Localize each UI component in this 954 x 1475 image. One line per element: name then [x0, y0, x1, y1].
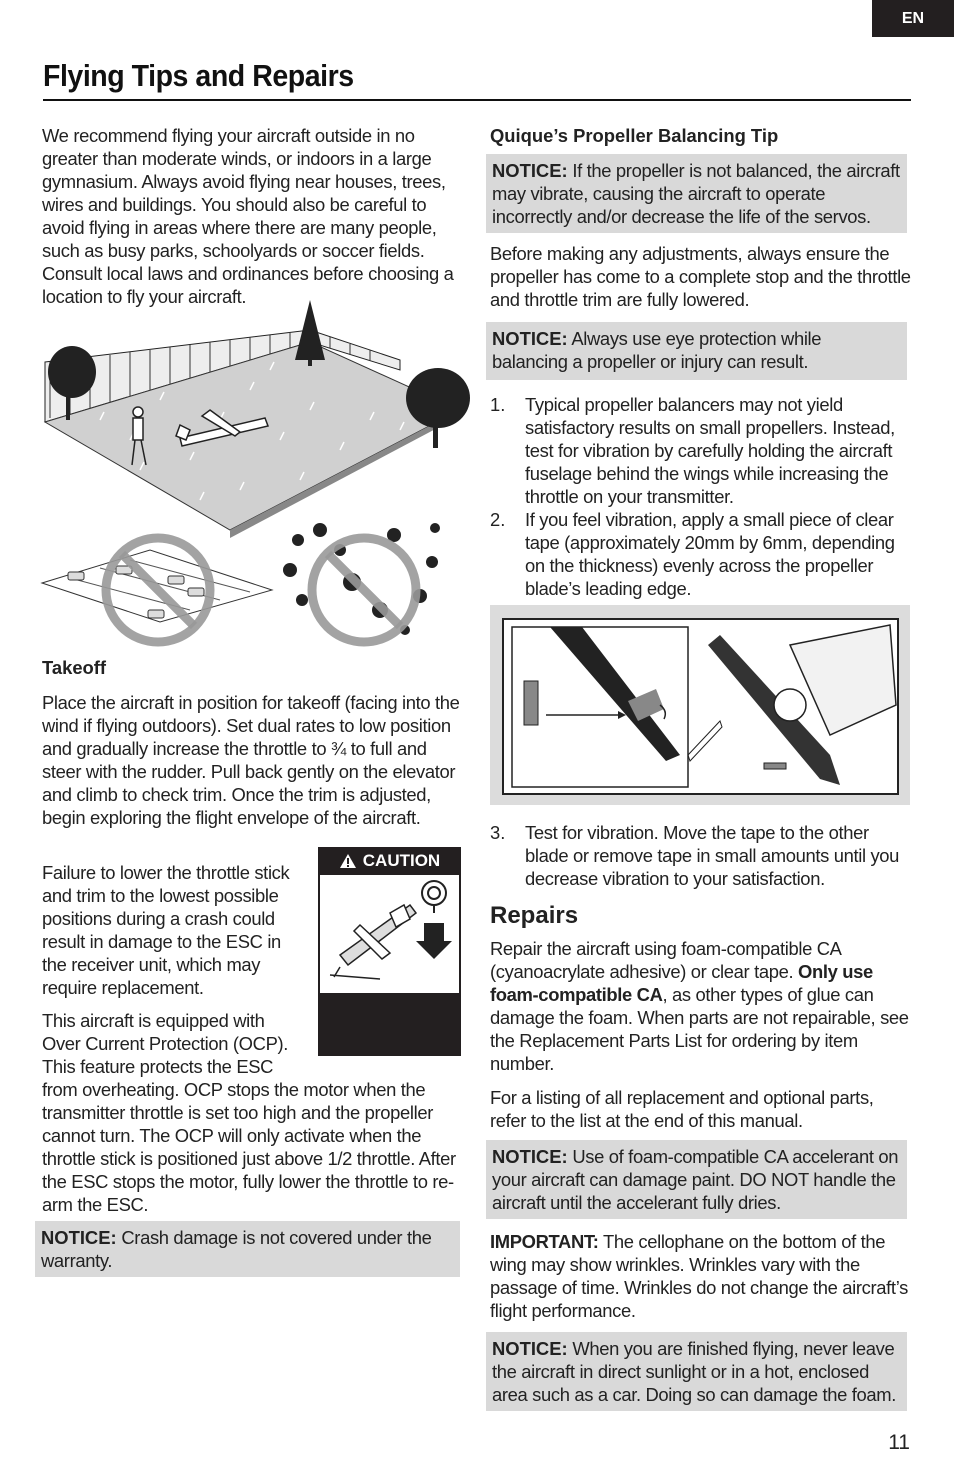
notice-label: NOTICE:	[41, 1227, 117, 1248]
notice-label: NOTICE:	[492, 1146, 568, 1167]
notice-sunlight	[486, 1332, 907, 1411]
ocp-section	[42, 1078, 460, 1216]
propeller-illustration-panel	[490, 605, 910, 805]
propeller-tape-illustration	[490, 605, 910, 805]
notice-label: NOTICE:	[492, 1338, 568, 1359]
flying-field-illustration	[40, 300, 470, 650]
page-number: 11	[888, 1431, 910, 1454]
repairs-paragraph: Repair the aircraft using foam-compatible CA (cyanoacrylate adhesive) or clear tape. Only use foam-compatible CA, as other types of glue can damage the foam. When parts are not repairable, see the Replacement Parts List for ordering by item number.	[490, 938, 909, 1074]
listing-paragraph: For a listing of all replacement and optional parts, refer to the list at the end of this manual.	[490, 1087, 874, 1131]
step3-section	[490, 821, 911, 1411]
notice-text: Crash damage is not covered under the warranty.	[41, 1227, 432, 1271]
crash-illustration	[320, 875, 459, 993]
notice-crash-damage	[35, 1221, 460, 1277]
balancing-heading: Quique’s Propeller Balancing Tip	[490, 125, 779, 146]
list-item: 3. Test for vibration. Move the tape to the other blade or remove tape in small amounts until you decrease vibration to your satisfaction.	[490, 822, 900, 889]
balancing-steps	[490, 393, 911, 600]
title-rule	[43, 99, 911, 101]
list-item: 2. If you feel vibration, apply a small piece of clear tape (approximately 20mm by 6mm, depending on the thickness) evenly across the propeller blade’s leading edge.	[490, 509, 895, 599]
right-column	[490, 124, 911, 600]
caution-box	[318, 847, 461, 1056]
notice-text: Use of foam-compatible CA accelerant on your aircraft can damage paint. DO NOT handle the aircraft until the accelerant fully dries.	[492, 1146, 899, 1213]
page-title: Flying Tips and Repairs	[43, 58, 354, 93]
takeoff-heading: Takeoff	[42, 657, 107, 678]
notice-text: If the propeller is not balanced, the aircraft may vibrate, causing the aircraft to operate incorrectly and/or decrease the life of the servos.	[492, 160, 900, 227]
intro-paragraph: We recommend flying your aircraft outside in no greater than moderate winds, or indoors in a large gymnasium. Always avoid flying near houses, trees, wires and buildings. You should also be careful to avoid flying in areas where there are many people, such as busy parks, schoolyards or soccer fields. Consult local laws and ordinances before choosing a location to fly your aircraft.	[42, 125, 454, 307]
failure-section	[42, 861, 310, 1078]
ocp-paragraph-b: from overheating. OCP stops the motor when the transmitter throttle is set too high and the propeller cannot turn. The OCP will only activate when the throttle stick is positioned just above 1/2 throttle. After the ESC stops the motor, fully lower the throttle to re-arm the ESC.	[42, 1079, 456, 1215]
notice-label: NOTICE:	[492, 160, 568, 181]
notice-accelerant	[486, 1140, 907, 1219]
balancing-steps-continued	[490, 821, 911, 890]
takeoff-section	[42, 656, 460, 829]
notice-eye-protection	[486, 322, 907, 380]
notice-text: When you are finished flying, never leave the aircraft in direct sunlight or in a hot, enclosed area such as a car. Doing so can damage the foam.	[492, 1338, 897, 1405]
failure-paragraph: Failure to lower the throttle stick and trim to the lowest possible positions during a crash could result in damage to the ESC in the receiver unit, which may require replacement.	[42, 862, 290, 998]
caution-label: CAUTION	[362, 851, 441, 870]
notice-unbalanced	[486, 154, 907, 233]
ocp-paragraph-a: This aircraft is equipped with Over Current Protection (OCP). This feature protects the ESC	[42, 1010, 289, 1077]
repairs-heading: Repairs	[490, 902, 579, 929]
left-column	[42, 124, 460, 308]
important-paragraph: IMPORTANT: The cellophane on the bottom of the wing may show wrinkles. Wrinkles vary with the passage of time. Wrinkles do not change the aircraft’s flight performance.	[490, 1231, 908, 1321]
caution-header	[318, 847, 461, 875]
takeoff-paragraph: Place the aircraft in position for takeoff (facing into the wind if flying outdoors). Set dual rates to low position and gradually increase the throttle to ¾ to full and steer with the rudder. Pull back gently on the elevator and climb to check trim. Once the trim is adjusted, begin exploring the flight envelope of the aircraft.	[42, 692, 460, 828]
warning-triangle-icon	[339, 853, 357, 869]
notice-label: NOTICE:	[492, 328, 568, 349]
before-adjustments-paragraph: Before making any adjustments, always ensure the propeller has come to a complete stop and the throttle and throttle trim are fully lowered.	[490, 243, 911, 310]
list-item: 1. Typical propeller balancers may not yield satisfactory results on small propellers. Instead, test for vibration by carefully holding the aircraft fuselage behind the wings while increasing the throttle on your transmitter.	[490, 394, 895, 507]
language-tab: EN	[872, 0, 954, 37]
notice-text: Always use eye protection while balancing a propeller or injury can result.	[492, 328, 822, 372]
